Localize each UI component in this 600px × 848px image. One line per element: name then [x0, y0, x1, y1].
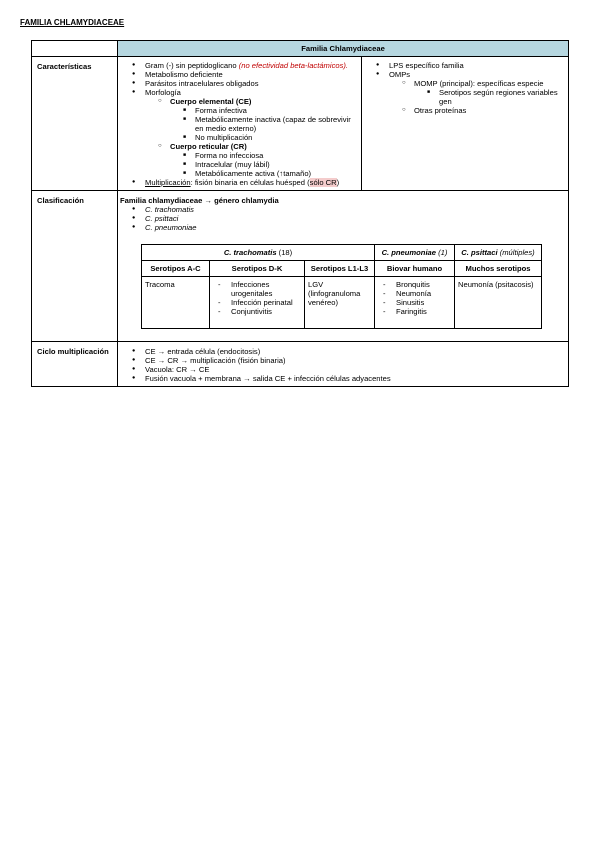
row-label-ciclo: Ciclo multiplicación [32, 342, 118, 387]
list-item: - Sinusitis [378, 298, 451, 307]
table-cell: LGV (linfogranuloma venéreo) [305, 277, 375, 329]
table-cell: Neumonía (psitacosis) [455, 277, 542, 329]
document-title: FAMILIA CHLAMYDIACEAE [20, 18, 125, 27]
pneumoniae-header: C. pneumoniae (1) [375, 245, 455, 261]
sub-header: Muchos serotipos [455, 261, 542, 277]
list-item: ● C. psittaci [118, 214, 566, 223]
list-item: - Conjuntivitis [213, 307, 301, 316]
clasificacion-cell [118, 191, 569, 342]
chlamydiaceae-table [31, 40, 569, 387]
list-item: ● C. trachomatis [118, 205, 566, 214]
sub-header: Serotipos A-C [142, 261, 210, 277]
list-item: ○ MOMP (principal): específicas especie ■ Serotipos según regiones variables gen [389, 79, 566, 106]
row-label-clasificacion: Clasificación [32, 191, 118, 342]
list-item: - Infecciones urogenitales [213, 280, 301, 298]
row-label-caracteristicas: Características [32, 57, 118, 191]
table-cell [375, 277, 455, 329]
list-item: ■ Forma no infecciosa [170, 151, 359, 160]
clasificacion-heading: Familia chlamydiaceae → género chlamydia [120, 196, 279, 205]
list-item: ● CE → entrada célula (endocitosis) [118, 347, 566, 356]
list-item: ● C. pneumoniae [118, 223, 566, 232]
list-item: ● OMPs ○ MOMP (principal): específicas especie ■ Serotipos según regiones variables gen ○ Otras proteínas [362, 70, 566, 115]
list-item: ○ Cuerpo elemental (CE) ■ Forma infectiva ■ Metabólicamente inactiva (capaz de sobrevivir en medio externo) ■ No multiplicación [145, 97, 359, 142]
list-item: - Bronquitis [378, 280, 451, 289]
list-item: ■ No multiplicación [170, 133, 359, 142]
sub-header: Serotipos D-K [210, 261, 305, 277]
list-item: ○ Otras proteínas [389, 106, 566, 115]
list-item: ■ Metabólicamente inactiva (capaz de sobrevivir en medio externo) [170, 115, 359, 133]
list-item: - Neumonía [378, 289, 451, 298]
list-item: ■ Metabólicamente activa (↑tamaño) [170, 169, 359, 178]
psittaci-header: C. psittaci (múltiples) [455, 245, 542, 261]
list-item: ■ Serotipos según regiones variables gen [414, 88, 566, 106]
list-item: ■ Intracelular (muy lábil) [170, 160, 359, 169]
list-item: ● Multiplicación: fisión binaria en células huésped (sólo CR) [118, 178, 359, 187]
table-header: Familia Chlamydiaceae [118, 41, 569, 57]
sub-header: Serotipos L1-L3 [305, 261, 375, 277]
list-item: ● Gram (-) sin peptidoglicano (no efectividad beta-lactámicos). [118, 61, 359, 70]
list-item: ● Metabolismo deficiente [118, 70, 359, 79]
list-item: ● CE → CR → multiplicación (fisión binaria) [118, 356, 566, 365]
ciclo-cell [118, 342, 569, 387]
list-item: ○ Cuerpo reticular (CR) ■ Forma no infecciosa ■ Intracelular (muy lábil) ■ Metabólicamente activa (↑tamaño) [145, 142, 359, 178]
list-item: ● Fusión vacuola + membrana → salida CE + infección células adyacentes [118, 374, 566, 383]
species-table [141, 244, 542, 329]
list-item: ● Morfología ○ Cuerpo elemental (CE) ■ Forma infectiva ■ Metabólicamente inactiva (capaz de sobrevivir en medio externo) ■ No multiplicación ○ Cuerpo reticular (CR) ■ Forma no infecciosa ■ Intracelular (muy lábil) ■ Metabólicamente activa (↑tamaño) [118, 88, 359, 178]
caracteristicas-right [362, 57, 569, 191]
list-item: - Faringitis [378, 307, 451, 316]
list-item: ● Parásitos intracelulares obligados [118, 79, 359, 88]
list-item: ● Vacuola: CR → CE [118, 365, 566, 374]
table-cell: Tracoma [142, 277, 210, 329]
list-item: ● LPS específico familia [362, 61, 566, 70]
trachomatis-header: C. trachomatis (18) [142, 245, 375, 261]
table-cell [210, 277, 305, 329]
list-item: - Infección perinatal [213, 298, 301, 307]
sub-header: Biovar humano [375, 261, 455, 277]
caracteristicas-left [118, 57, 362, 191]
list-item: ■ Forma infectiva [170, 106, 359, 115]
